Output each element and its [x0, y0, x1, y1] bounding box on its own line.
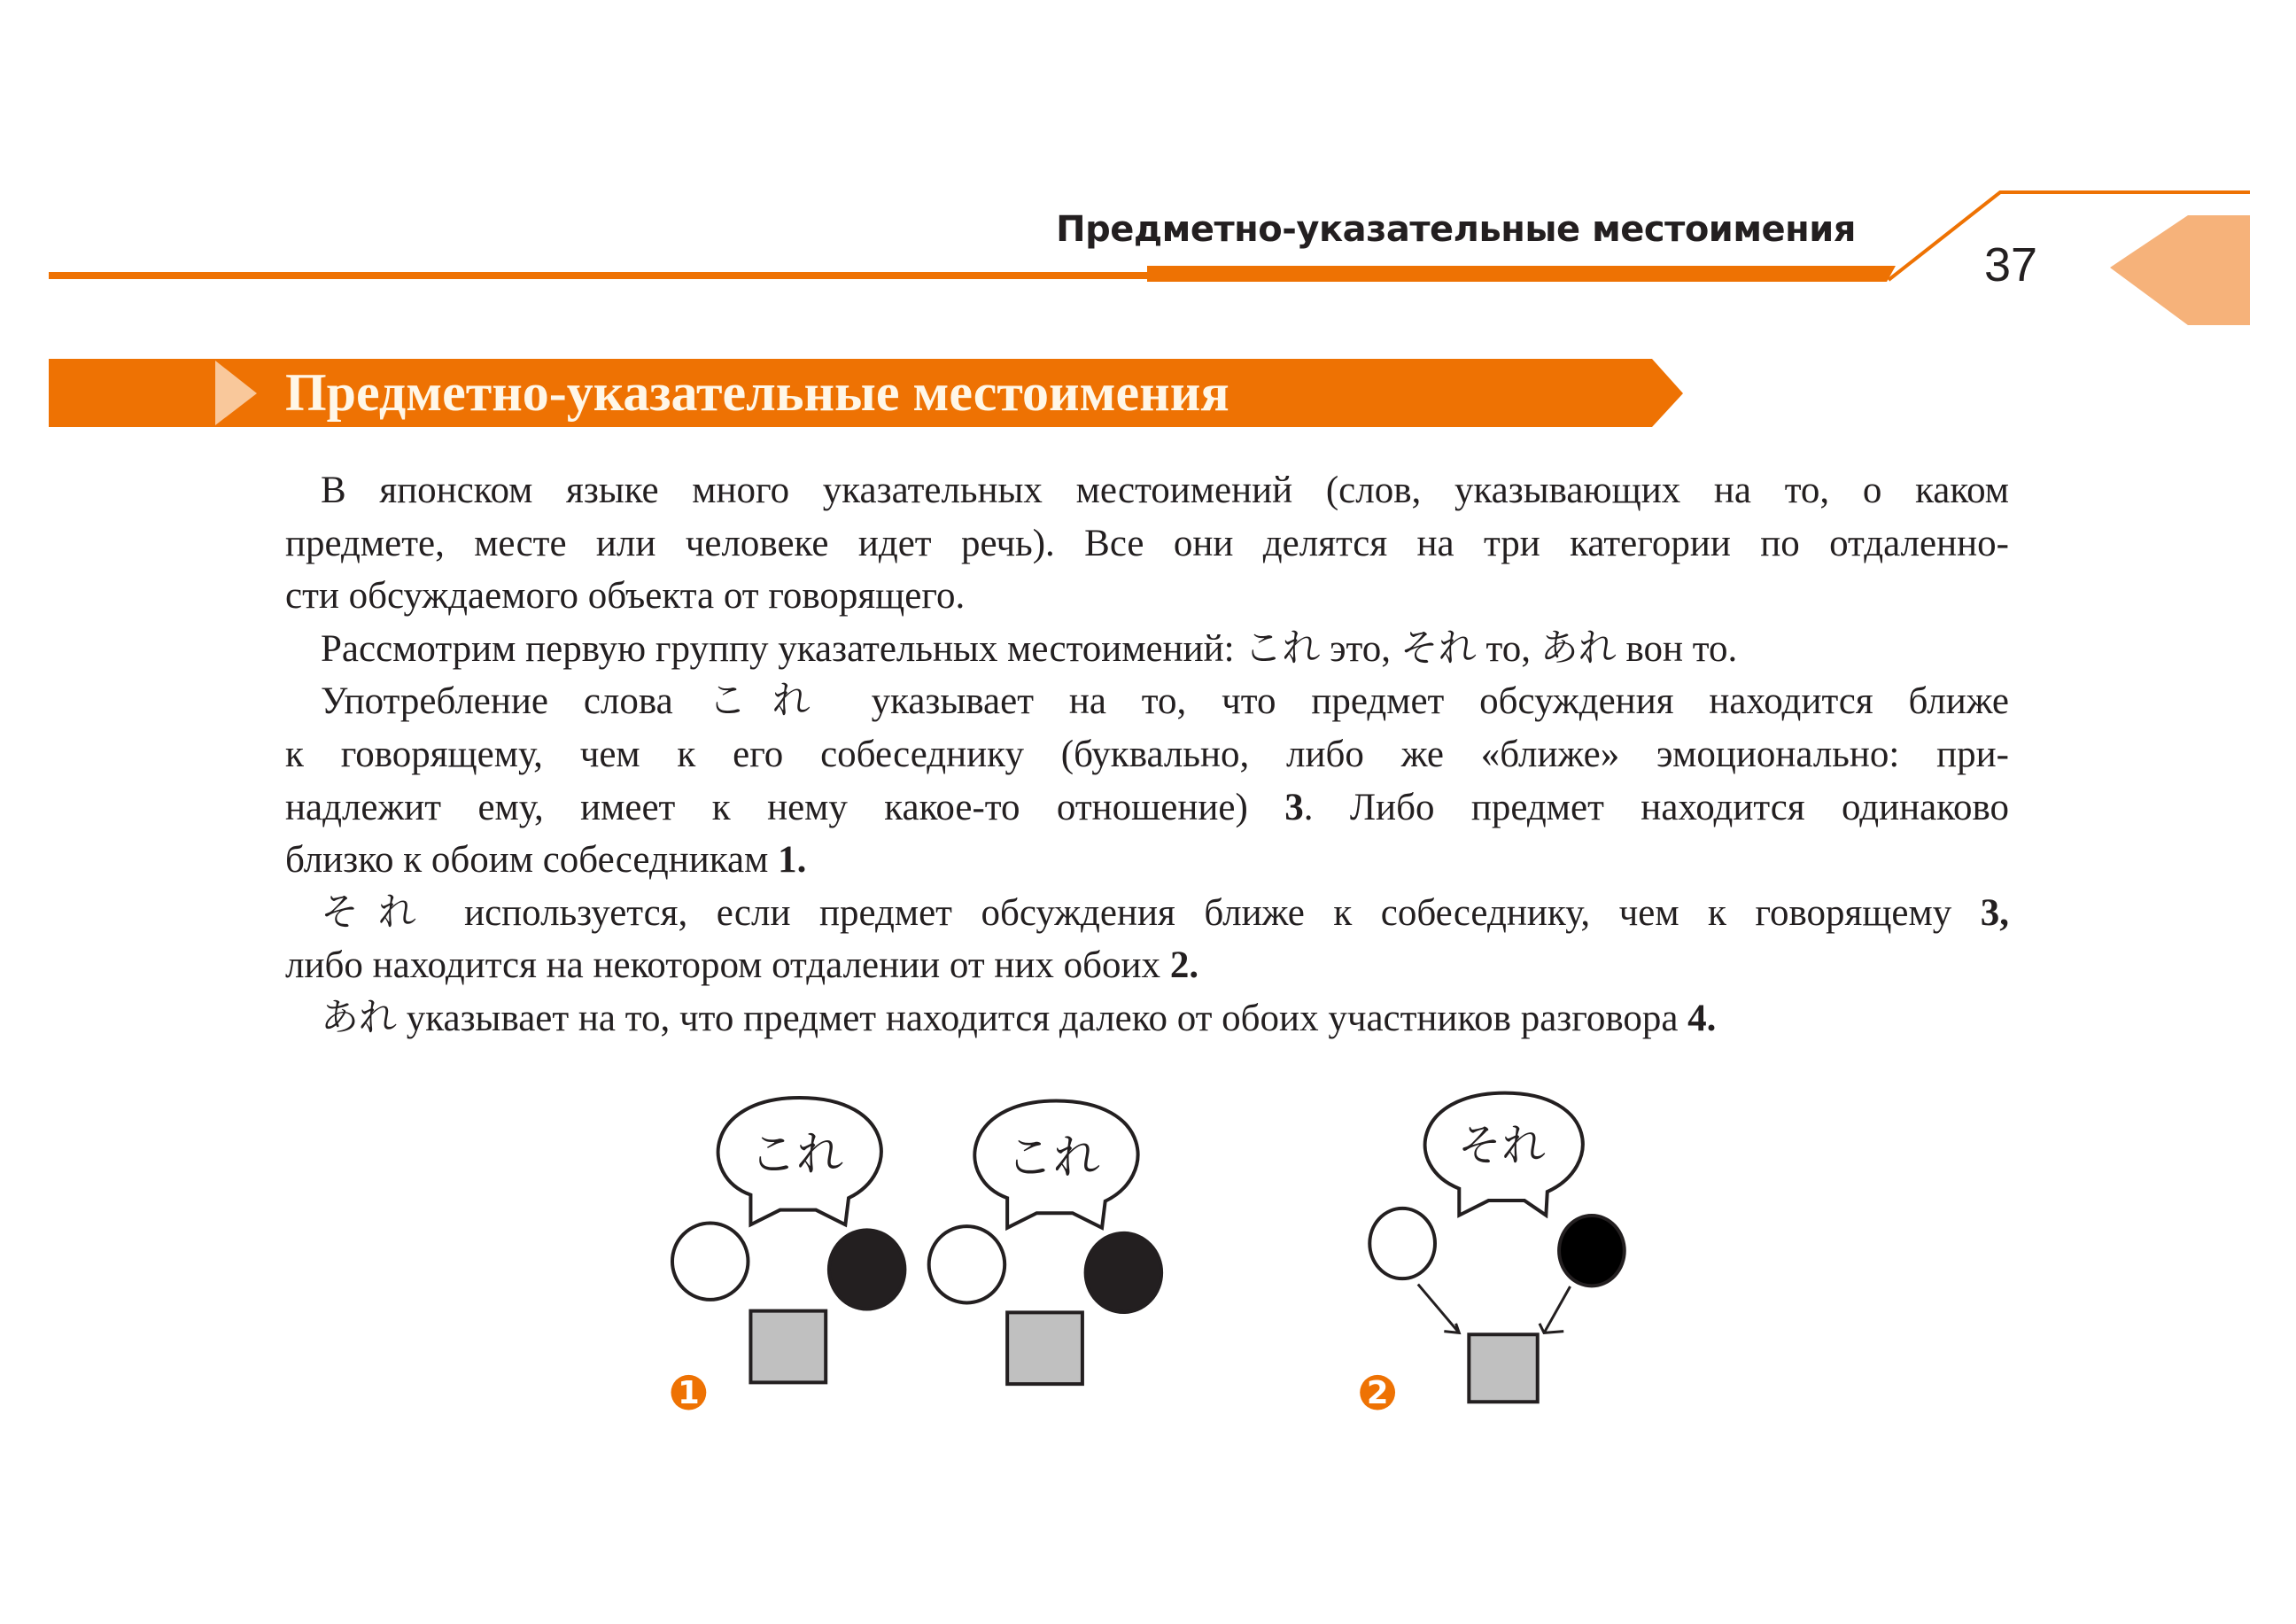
figure-2	[1369, 1093, 1625, 1403]
header-rule-thin	[49, 272, 1147, 279]
page-tab-arrow	[2110, 215, 2250, 325]
illustrations	[620, 1063, 1639, 1418]
body-text	[285, 464, 2009, 1045]
bubble-text: それ	[1457, 1119, 1546, 1171]
figure-reference: 1.	[778, 839, 807, 882]
speaker-white-circle	[1369, 1208, 1435, 1278]
arrow-icon	[1418, 1285, 1459, 1333]
figure-number-2: 2	[1366, 1375, 1389, 1412]
object-square	[1007, 1312, 1082, 1384]
text-line	[285, 781, 2009, 835]
figure-1-left	[672, 1098, 904, 1382]
text-line	[285, 834, 2009, 887]
text-line	[285, 623, 2009, 676]
arrow-icon	[1540, 1286, 1571, 1333]
text-line	[285, 570, 2009, 623]
figure-reference: 3	[1284, 786, 1304, 828]
text-line	[285, 517, 2009, 571]
object-square	[750, 1311, 826, 1383]
figure-reference: 4.	[1687, 997, 1717, 1039]
bubble-text: これ	[749, 1126, 844, 1182]
figure-reference: 2.	[1169, 944, 1199, 987]
bubble-text: これ	[1005, 1129, 1100, 1185]
speaker-white-circle	[929, 1226, 1005, 1302]
object-square	[1469, 1334, 1537, 1402]
listener-black-circle	[1086, 1233, 1162, 1312]
section-title: Предметно-указательные местоимения	[285, 363, 1229, 422]
figure-number-1: 1	[678, 1375, 700, 1412]
text-segment: предмете, месте или человеке идет речь). Все они делятся на три категории по отдаленно-	[285, 522, 2009, 564]
text-segment: либо находится на некотором отдалении от них обоих	[285, 944, 1170, 987]
text-line	[285, 939, 2009, 992]
text-line	[285, 728, 2009, 781]
figure-reference: 3,	[1980, 891, 2009, 934]
text-segment: к говорящему, чем к его собеседнику (буквально, либо же «ближе» эмоционально: при-	[285, 733, 2009, 775]
text-segment: Употребление слова これ указывает на то, что предмет обсуждения находится ближе	[321, 680, 2009, 723]
text-segment: あれ указывает на то, что предмет находится далеко от обоих участников разговора	[321, 997, 1688, 1039]
page-number: 37	[1984, 238, 2038, 291]
text-segment: сти обсуждаемого объекта от говорящего.	[285, 575, 966, 618]
text-segment: В японском языке много указательных местоимений (слов, указывающих на то, о каком	[321, 470, 2009, 511]
figure-1-right	[929, 1100, 1161, 1384]
text-segment: Рассмотрим первую группу указательных местоимений: これ это, それ то, あれ вон то.	[321, 627, 1738, 670]
text-line	[285, 675, 2009, 728]
figure-2-label	[1360, 1375, 1395, 1411]
text-segment: близко к обоим собеседникам	[285, 839, 779, 882]
header-rule-thick	[1147, 266, 1896, 282]
text-line	[285, 992, 2009, 1045]
figure-1-label	[671, 1375, 707, 1411]
text-line	[285, 464, 2009, 517]
text-segment: надлежит ему, имеет к нему какое-то отношение)	[285, 786, 1285, 828]
text-line	[285, 887, 2009, 940]
listener-black-circle	[1559, 1216, 1625, 1286]
text-segment: それ используется, если предмет обсуждения ближе к собеседнику, чем к говорящему	[321, 891, 1981, 934]
speaker-white-circle	[672, 1224, 749, 1300]
text-segment: . Либо предмет находится одинаково	[1303, 786, 2009, 828]
running-header-title: Предметно-указательные местоимения	[1056, 209, 1856, 250]
listener-black-circle	[829, 1230, 905, 1309]
